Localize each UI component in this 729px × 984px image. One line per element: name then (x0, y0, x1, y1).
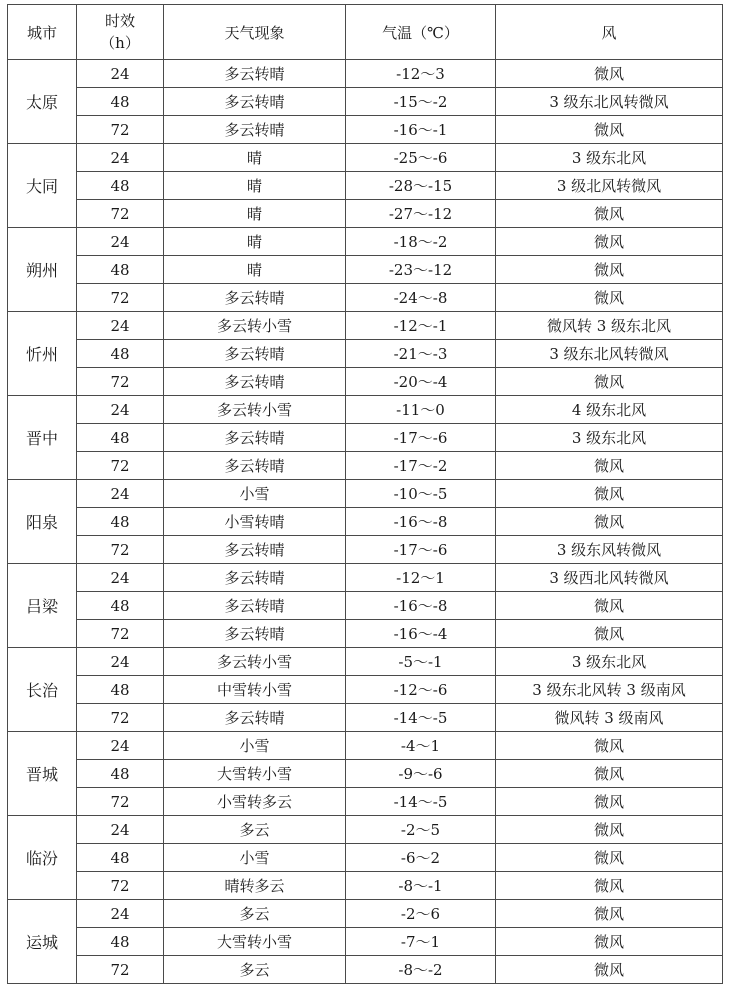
weather-cell: 多云 (164, 816, 346, 844)
table-row (8, 844, 723, 872)
city-cell: 忻州 (8, 312, 77, 396)
weather-cell: 晴 (164, 256, 346, 284)
table-row (8, 144, 723, 172)
weather-cell: 小雪 (164, 732, 346, 760)
wind-cell: 微风 (496, 788, 723, 816)
temperature-cell: -17～-6 (346, 424, 496, 452)
temperature-cell: -18～-2 (346, 228, 496, 256)
temperature-cell: -11～0 (346, 396, 496, 424)
weather-cell: 多云转晴 (164, 452, 346, 480)
table-row (8, 172, 723, 200)
wind-cell: 3 级东风转微风 (496, 536, 723, 564)
weather-cell: 晴 (164, 200, 346, 228)
temperature-cell: -10～-5 (346, 480, 496, 508)
temperature-cell: -27～-12 (346, 200, 496, 228)
weather-cell: 多云转小雪 (164, 648, 346, 676)
temperature-cell: -8～-1 (346, 872, 496, 900)
table-row (8, 648, 723, 676)
hours-cell: 48 (77, 172, 164, 200)
weather-cell: 多云转晴 (164, 340, 346, 368)
weather-cell: 小雪 (164, 844, 346, 872)
temperature-cell: -20～-4 (346, 368, 496, 396)
wind-cell: 3 级东北风转微风 (496, 88, 723, 116)
table-row (8, 508, 723, 536)
wind-cell: 微风 (496, 928, 723, 956)
wind-cell: 微风 (496, 508, 723, 536)
hours-cell: 48 (77, 844, 164, 872)
table-row (8, 900, 723, 928)
hours-cell: 48 (77, 760, 164, 788)
city-cell: 太原 (8, 60, 77, 144)
temperature-cell: -2～6 (346, 900, 496, 928)
temperature-cell: -14～-5 (346, 788, 496, 816)
hours-cell: 72 (77, 620, 164, 648)
wind-cell: 微风 (496, 228, 723, 256)
hours-cell: 24 (77, 732, 164, 760)
wind-cell: 3 级北风转微风 (496, 172, 723, 200)
table-row (8, 760, 723, 788)
city-cell: 长治 (8, 648, 77, 732)
weather-cell: 多云 (164, 956, 346, 984)
weather-cell: 多云转晴 (164, 620, 346, 648)
hours-cell: 72 (77, 116, 164, 144)
temperature-cell: -14～-5 (346, 704, 496, 732)
hours-cell: 24 (77, 816, 164, 844)
hours-cell: 72 (77, 368, 164, 396)
header-wind: 风 (496, 5, 723, 60)
hours-cell: 48 (77, 340, 164, 368)
wind-cell: 微风 (496, 760, 723, 788)
hours-cell: 24 (77, 144, 164, 172)
table-row (8, 956, 723, 984)
table-row (8, 200, 723, 228)
temperature-cell: -17～-6 (346, 536, 496, 564)
wind-cell: 微风转 3 级南风 (496, 704, 723, 732)
header-weather: 天气现象 (164, 5, 346, 60)
table-row (8, 228, 723, 256)
city-cell: 晋中 (8, 396, 77, 480)
table-row (8, 788, 723, 816)
city-cell: 阳泉 (8, 480, 77, 564)
wind-cell: 3 级东北风 (496, 424, 723, 452)
wind-cell: 微风 (496, 480, 723, 508)
header-hours (77, 5, 164, 60)
temperature-cell: -17～-2 (346, 452, 496, 480)
wind-cell: 微风 (496, 816, 723, 844)
wind-cell: 3 级东北风转微风 (496, 340, 723, 368)
hours-cell: 24 (77, 564, 164, 592)
table-row (8, 256, 723, 284)
weather-forecast-table (7, 4, 723, 984)
wind-cell: 3 级东北风 (496, 648, 723, 676)
temperature-cell: -16～-4 (346, 620, 496, 648)
header-city: 城市 (8, 5, 77, 60)
weather-cell: 多云转晴 (164, 424, 346, 452)
hours-cell: 24 (77, 900, 164, 928)
hours-cell: 24 (77, 648, 164, 676)
temperature-cell: -12～1 (346, 564, 496, 592)
weather-cell: 小雪转晴 (164, 508, 346, 536)
wind-cell: 3 级西北风转微风 (496, 564, 723, 592)
temperature-cell: -12～-1 (346, 312, 496, 340)
city-cell: 大同 (8, 144, 77, 228)
weather-cell: 多云转晴 (164, 284, 346, 312)
weather-cell: 多云转晴 (164, 704, 346, 732)
wind-cell: 微风 (496, 284, 723, 312)
hours-cell: 72 (77, 788, 164, 816)
temperature-cell: -28～-15 (346, 172, 496, 200)
wind-cell: 微风 (496, 956, 723, 984)
weather-cell: 小雪 (164, 480, 346, 508)
hours-cell: 48 (77, 424, 164, 452)
weather-cell: 多云转晴 (164, 88, 346, 116)
wind-cell: 微风 (496, 256, 723, 284)
table-row (8, 88, 723, 116)
temperature-cell: -6～2 (346, 844, 496, 872)
table-row (8, 704, 723, 732)
table-header (8, 5, 723, 60)
weather-cell: 多云 (164, 900, 346, 928)
temperature-cell: -12～3 (346, 60, 496, 88)
table-row (8, 928, 723, 956)
weather-cell: 多云转小雪 (164, 312, 346, 340)
hours-cell: 72 (77, 200, 164, 228)
weather-cell: 晴转多云 (164, 872, 346, 900)
hours-cell: 48 (77, 676, 164, 704)
temperature-cell: -24～-8 (346, 284, 496, 312)
temperature-cell: -16～-8 (346, 508, 496, 536)
table-row (8, 816, 723, 844)
weather-cell: 多云转晴 (164, 116, 346, 144)
hours-cell: 24 (77, 60, 164, 88)
temperature-cell: -5～-1 (346, 648, 496, 676)
hours-cell: 24 (77, 228, 164, 256)
temperature-cell: -12～-6 (346, 676, 496, 704)
temperature-cell: -25～-6 (346, 144, 496, 172)
city-cell: 临汾 (8, 816, 77, 900)
table-row (8, 676, 723, 704)
wind-cell: 微风 (496, 452, 723, 480)
hours-cell: 72 (77, 872, 164, 900)
wind-cell: 微风转 3 级东北风 (496, 312, 723, 340)
table-row (8, 340, 723, 368)
table-body (8, 60, 723, 984)
wind-cell: 微风 (496, 200, 723, 228)
city-cell: 晋城 (8, 732, 77, 816)
wind-cell: 微风 (496, 872, 723, 900)
temperature-cell: -23～-12 (346, 256, 496, 284)
table-row (8, 396, 723, 424)
temperature-cell: -21～-3 (346, 340, 496, 368)
table-row (8, 564, 723, 592)
wind-cell: 4 级东北风 (496, 396, 723, 424)
hours-cell: 48 (77, 928, 164, 956)
temperature-cell: -16～-1 (346, 116, 496, 144)
hours-cell: 48 (77, 256, 164, 284)
wind-cell: 微风 (496, 116, 723, 144)
weather-cell: 多云转晴 (164, 368, 346, 396)
wind-cell: 微风 (496, 844, 723, 872)
hours-cell: 48 (77, 88, 164, 116)
temperature-cell: -9～-6 (346, 760, 496, 788)
table-row (8, 116, 723, 144)
header-temperature: 气温（℃） (346, 5, 496, 60)
city-cell: 吕梁 (8, 564, 77, 648)
wind-cell: 微风 (496, 592, 723, 620)
header-hours-line1: 时效 (104, 12, 135, 30)
weather-cell: 多云转晴 (164, 60, 346, 88)
hours-cell: 24 (77, 312, 164, 340)
weather-cell: 多云转晴 (164, 592, 346, 620)
table-row (8, 480, 723, 508)
hours-cell: 72 (77, 956, 164, 984)
weather-cell: 多云转晴 (164, 564, 346, 592)
wind-cell: 微风 (496, 732, 723, 760)
hours-cell: 48 (77, 508, 164, 536)
hours-cell: 24 (77, 480, 164, 508)
table-row (8, 620, 723, 648)
weather-cell: 中雪转小雪 (164, 676, 346, 704)
weather-cell: 晴 (164, 172, 346, 200)
city-cell: 朔州 (8, 228, 77, 312)
table-row (8, 536, 723, 564)
header-hours-line2: （h） (100, 34, 140, 52)
header-row (8, 5, 723, 60)
table-row (8, 368, 723, 396)
hours-cell: 72 (77, 704, 164, 732)
table-row (8, 872, 723, 900)
wind-cell: 微风 (496, 60, 723, 88)
wind-cell: 微风 (496, 900, 723, 928)
hours-cell: 48 (77, 592, 164, 620)
forecast-table-wrapper (7, 4, 723, 984)
weather-cell: 晴 (164, 144, 346, 172)
table-row (8, 424, 723, 452)
table-row (8, 732, 723, 760)
weather-cell: 晴 (164, 228, 346, 256)
city-cell: 运城 (8, 900, 77, 984)
wind-cell: 3 级东北风 (496, 144, 723, 172)
weather-cell: 小雪转多云 (164, 788, 346, 816)
weather-cell: 大雪转小雪 (164, 760, 346, 788)
weather-cell: 多云转小雪 (164, 396, 346, 424)
temperature-cell: -7～1 (346, 928, 496, 956)
table-row (8, 284, 723, 312)
temperature-cell: -2～5 (346, 816, 496, 844)
hours-cell: 72 (77, 536, 164, 564)
wind-cell: 微风 (496, 620, 723, 648)
hours-cell: 72 (77, 452, 164, 480)
temperature-cell: -8～-2 (346, 956, 496, 984)
temperature-cell: -16～-8 (346, 592, 496, 620)
temperature-cell: -4～1 (346, 732, 496, 760)
weather-cell: 大雪转小雪 (164, 928, 346, 956)
temperature-cell: -15～-2 (346, 88, 496, 116)
table-row (8, 312, 723, 340)
table-row (8, 592, 723, 620)
hours-cell: 24 (77, 396, 164, 424)
table-row (8, 60, 723, 88)
hours-cell: 72 (77, 284, 164, 312)
table-row (8, 452, 723, 480)
wind-cell: 微风 (496, 368, 723, 396)
weather-cell: 多云转晴 (164, 536, 346, 564)
wind-cell: 3 级东北风转 3 级南风 (496, 676, 723, 704)
